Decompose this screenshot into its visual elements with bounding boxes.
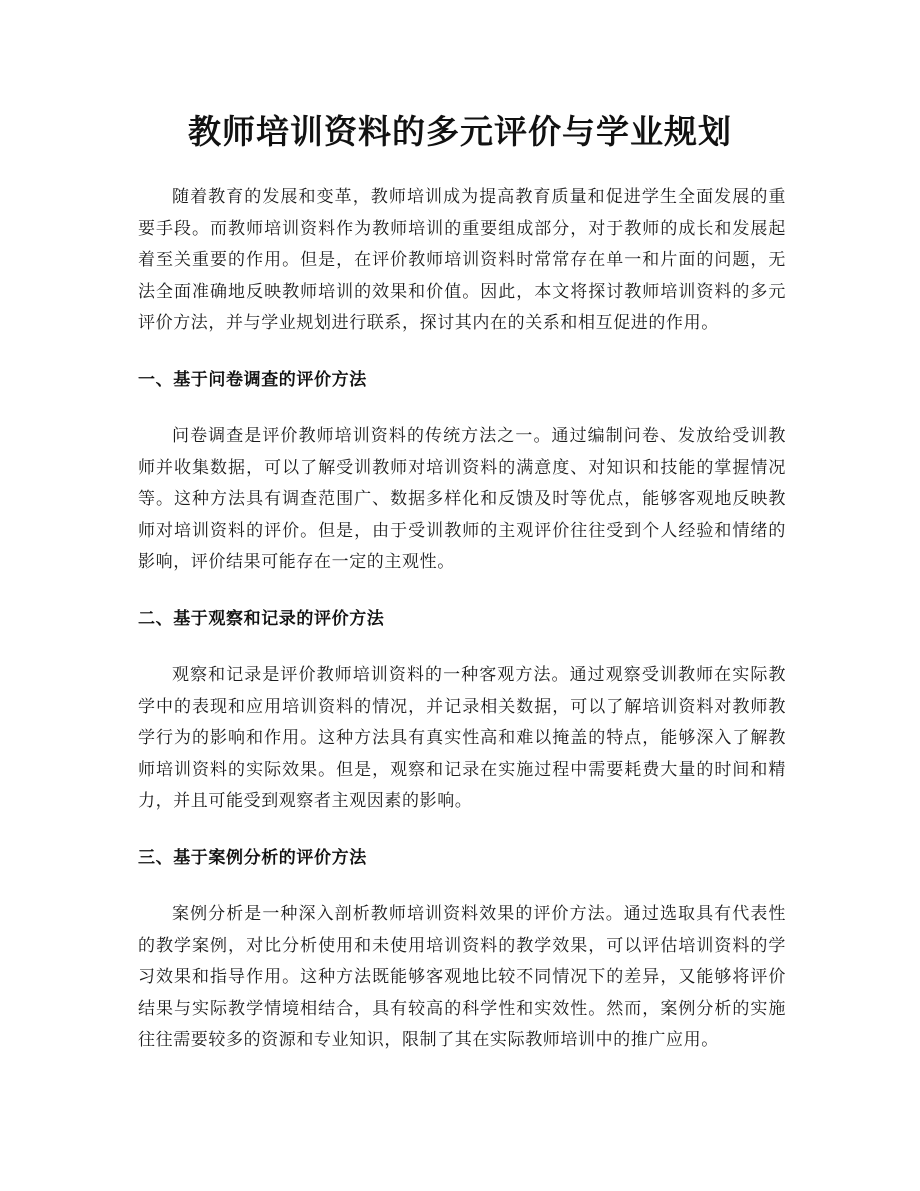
section-paragraph-2: 观察和记录是评价教师培训资料的一种客观方法。通过观察受训教师在实际教学中的表现和应用培训资料的情况，并记录相关数据，可以了解培训资料对教师教学行为的影响和作用。这种方法具有真实性高和难以掩盖的特点，能够深入了解教师培训资料的实际效果。但是，观察和记录在实施过程中需要耗费大量的时间和精力，并且可能受到观察者主观因素的影响。: [138, 665, 786, 811]
document-body: [138, 182, 786, 1057]
document-title: 教师培训资料的多元评价与学业规划: [188, 112, 732, 151]
section-paragraph-3: 案例分析是一种深入剖析教师培训资料效果的评价方法。通过选取具有代表性的教学案例，对比分析使用和未使用培训资料的教学效果，可以评估培训资料的学习效果和指导作用。这种方法既能够客观地比较不同情况下的差异，又能够将评价结果与实际教学情境相结合，具有较高的科学性和实效性。然而，案例分析的实施往往需要较多的资源和专业知识，限制了其在实际教师培训中的推广应用。: [138, 904, 786, 1050]
section-heading-1: 一、基于问卷调查的评价方法: [138, 369, 367, 390]
section-heading-3: 三、基于案例分析的评价方法: [138, 847, 367, 868]
section-heading-2: 二、基于观察和记录的评价方法: [138, 608, 385, 629]
section-paragraph-1: 问卷调查是评价教师培训资料的传统方法之一。通过编制问卷、发放给受训教师并收集数据，可以了解受训教师对培训资料的满意度、对知识和技能的掌握情况等。这种方法具有调查范围广、数据多样化和反馈及时等优点，能够客观地反映教师对培训资料的评价。但是，由于受训教师的主观评价往往受到个人经验和情绪的影响，评价结果可能存在一定的主观性。: [138, 426, 786, 572]
intro-paragraph: 随着教育的发展和变革，教师培训成为提高教育质量和促进学生全面发展的重要手段。而教师培训资料作为教师培训的重要组成部分，对于教师的成长和发展起着至关重要的作用。但是，在评价教师培训资料时常常存在单一和片面的问题，无法全面准确地反映教师培训的效果和价值。因此，本文将探讨教师培训资料的多元评价方法，并与学业规划进行联系，探讨其内在的关系和相互促进的作用。: [138, 187, 786, 333]
